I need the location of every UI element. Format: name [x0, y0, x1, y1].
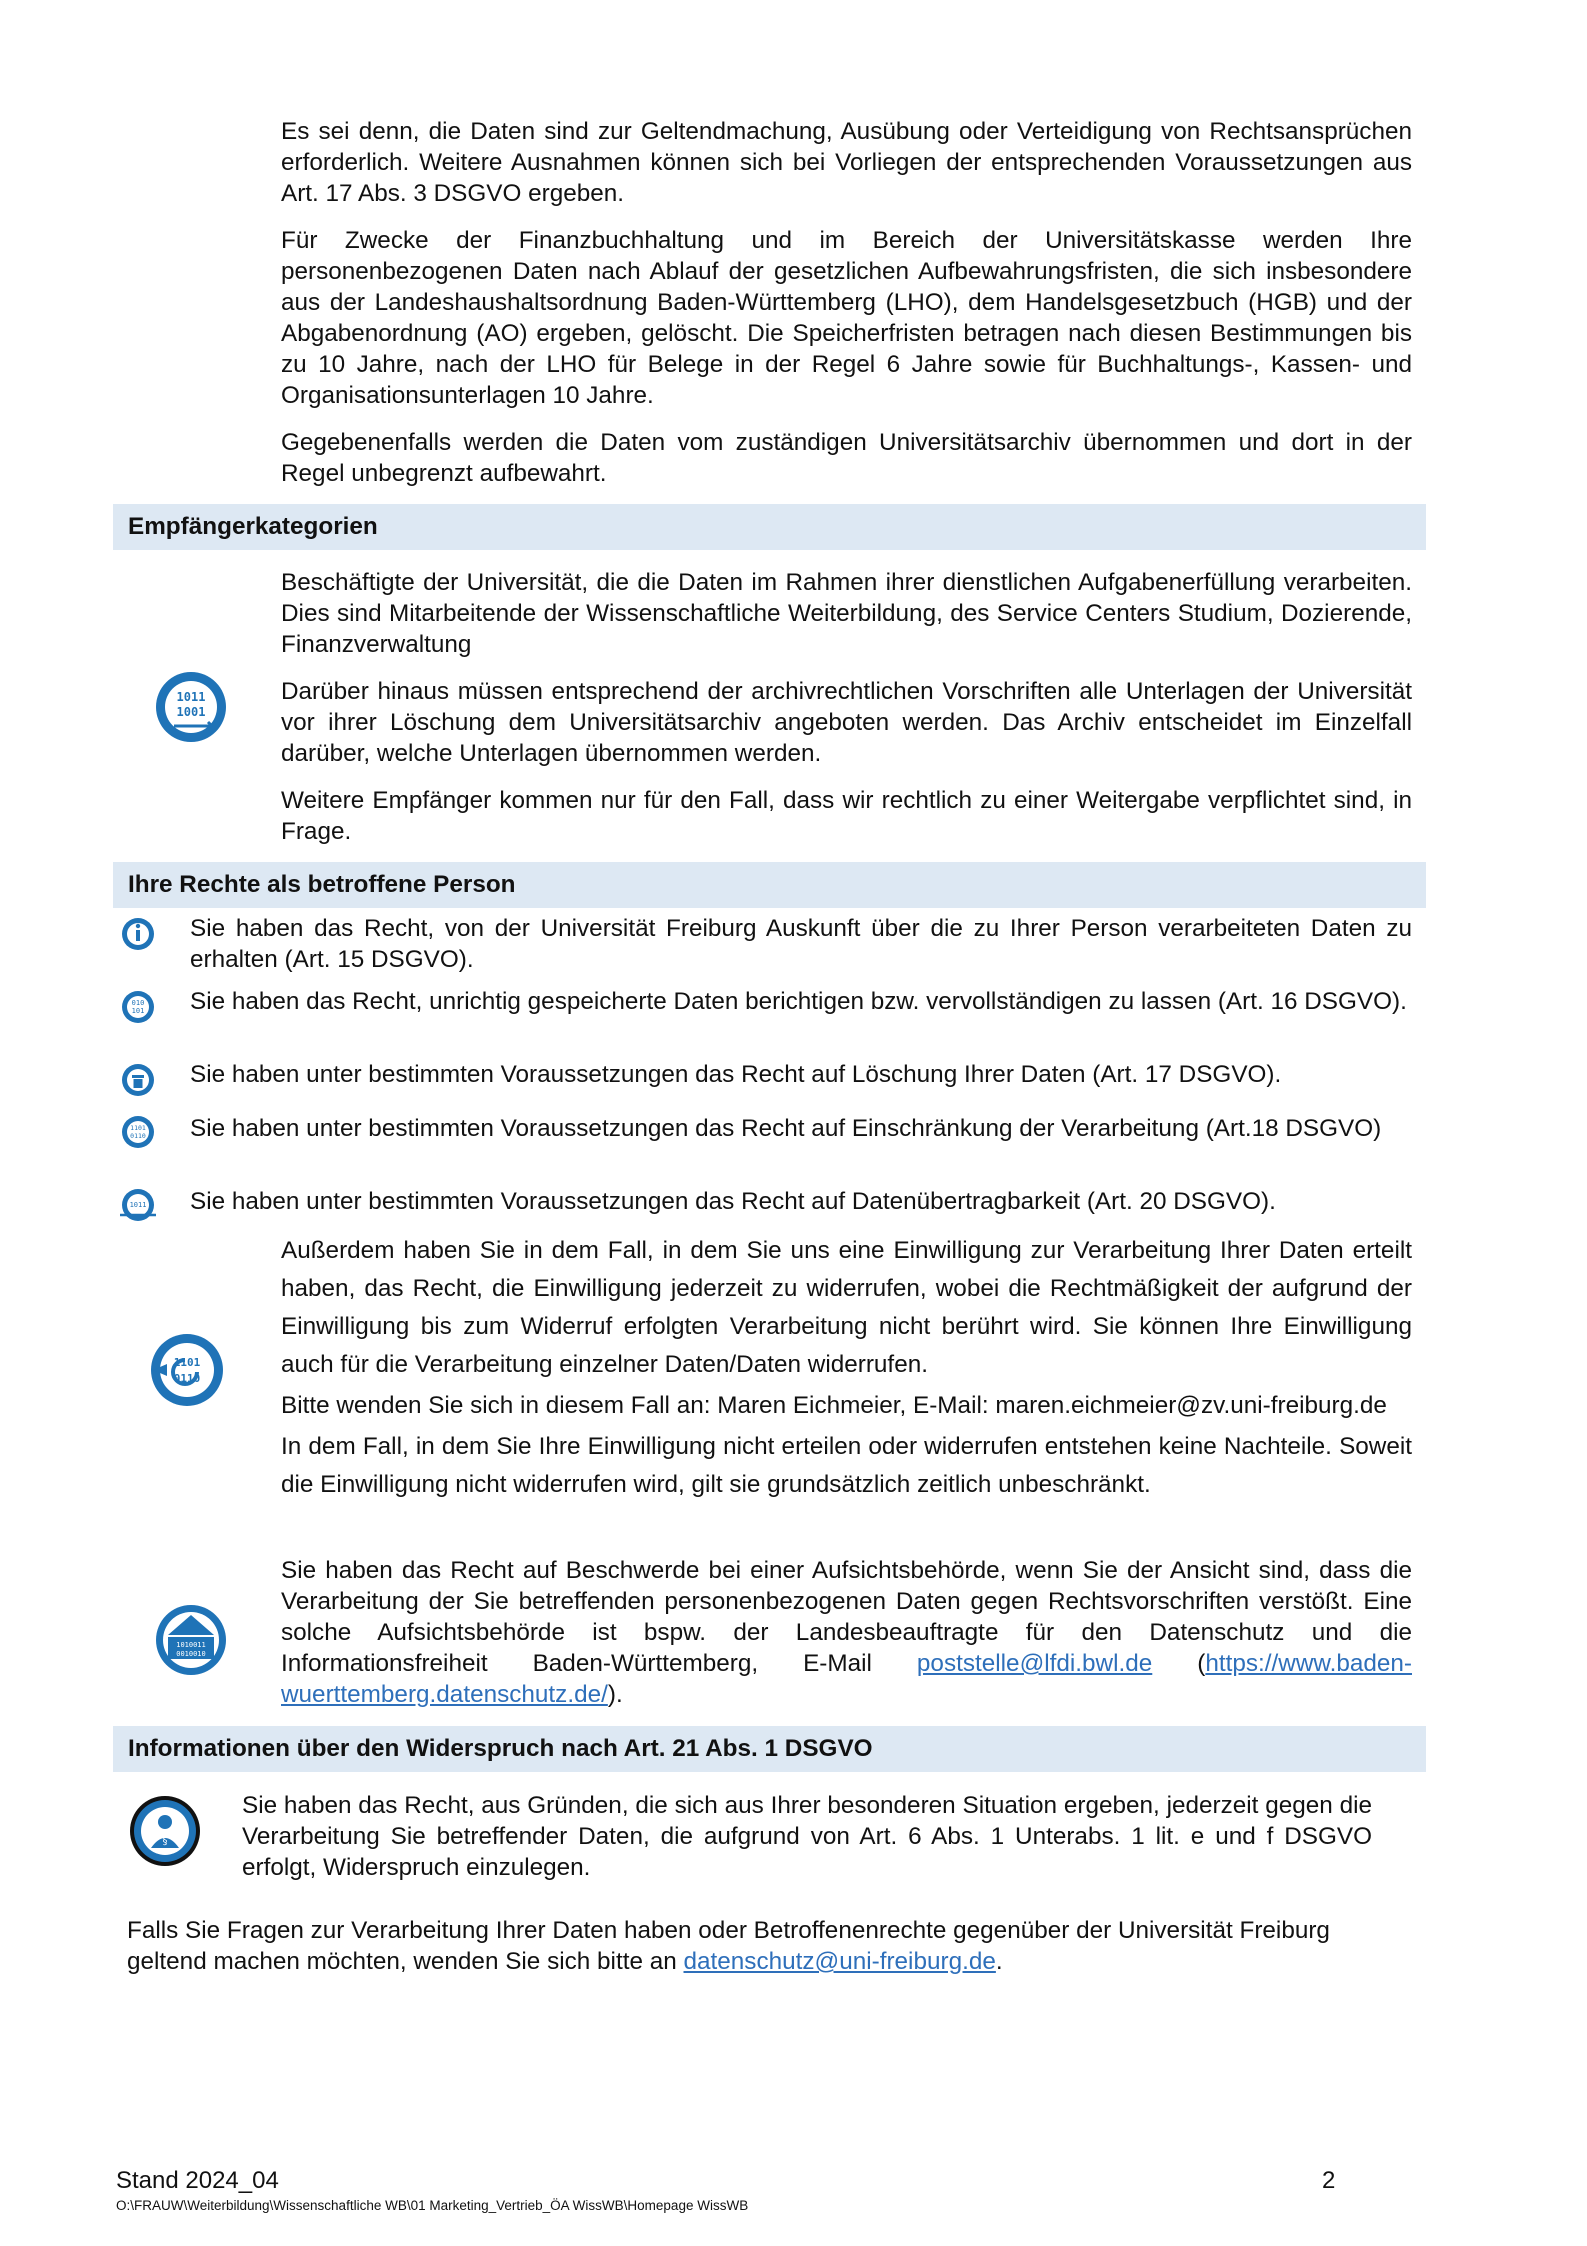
- retention-section: [281, 116, 1412, 489]
- svg-text:1011: 1011: [129, 1201, 147, 1209]
- rights-item-text: Sie haben das Recht, von der Universität Freiburg Auskunft über die zu Ihrer Person verarbeiteten Daten zu erhalten (Art. 15 DSGVO).: [190, 915, 1412, 973]
- data-edit-icon: [120, 989, 156, 1025]
- information-icon: [120, 916, 156, 952]
- contact-end: .: [995, 1948, 1003, 1975]
- contact-email-link[interactable]: datenschutz@uni-freiburg.de: [683, 1948, 996, 1975]
- retention-paragraph: Es sei denn, die Daten sind zur Geltendmachung, Ausübung oder Verteidigung von Rechtsansprüchen erforderlich. Weitere Ausnahmen können sich bei Vorliegen der entsprechenden Voraussetzungen aus Art. 17 Abs. 3 DSGVO ergeben.: [281, 118, 1412, 207]
- retention-paragraph: Gegebenenfalls werden die Daten vom zuständigen Universitätsarchiv übernommen und dort in der Regel unbegrenzt aufbewahrt.: [281, 429, 1412, 487]
- objection-heading: Informationen über den Widerspruch nach Art. 21 Abs. 1 DSGVO: [113, 1726, 1426, 1772]
- svg-text:1001: 1001: [176, 705, 206, 719]
- objection-section: [242, 1790, 1372, 1883]
- withdraw-consent-icon: [147, 1330, 227, 1410]
- complaint-paragraph: [281, 1555, 1412, 1710]
- data-lock-icon: [120, 1114, 156, 1150]
- svg-text:010: 010: [131, 999, 145, 1007]
- data-transfer-icon: [152, 668, 230, 746]
- rights-heading: Ihre Rechte als betroffene Person: [113, 862, 1426, 908]
- consent-section: [281, 1232, 1412, 1504]
- svg-text:1101: 1101: [173, 1356, 201, 1369]
- page-number: 2: [1322, 2167, 1336, 2194]
- svg-text:0110: 0110: [173, 1372, 201, 1385]
- rights-item: [190, 913, 1412, 975]
- objection-person-icon: [126, 1792, 204, 1870]
- complaint-paren-open: (: [1197, 1650, 1206, 1677]
- footer-path: O:\FRAUW\Weiterbildung\Wissenschaftliche WB\01 Marketing_Vertrieb_ÖA WissWB\Homepage WissWB: [116, 2198, 749, 2213]
- recipients-section: [281, 567, 1412, 847]
- complaint-email-link[interactable]: poststelle@lfdi.bwl.de: [916, 1650, 1153, 1677]
- svg-text:0010010: 0010010: [176, 1650, 206, 1658]
- trash-icon: [120, 1062, 156, 1098]
- complaint-authority-icon: [152, 1601, 230, 1679]
- recipients-paragraph: Beschäftigte der Universität, die die Daten im Rahmen ihrer dienstlichen Aufgabenerfüllung verarbeiten. Dies sind Mitarbeitende der Wissenschaftliche Weiterbildung, des Service Centers Studium, Dozierende, Finanzverwaltung: [281, 569, 1412, 658]
- rights-item: [190, 1059, 1412, 1090]
- recipients-paragraph: Weitere Empfänger kommen nur für den Fall, dass wir rechtlich zu einer Weitergabe verpflichtet sind, in Frage.: [281, 787, 1412, 845]
- svg-text:0110: 0110: [130, 1132, 146, 1140]
- contact-paragraph: [127, 1915, 1377, 1977]
- complaint-section: [281, 1555, 1412, 1710]
- svg-text:1011: 1011: [176, 690, 206, 704]
- contact-section: [127, 1915, 1377, 1977]
- retention-paragraph: Für Zwecke der Finanzbuchhaltung und im Bereich der Universitätskasse werden Ihre personenbezogenen Daten nach Ablauf der gesetzlichen Aufbewahrungsfristen, die sich insbesondere aus der Landeshaushaltsordnung Baden-Württemberg (LHO), dem Handelsgesetzbuch (HGB) und der Abgabenordnung (AO) ergeben, gelöscht. Die Speicherfristen betragen nach diesen Bestimmungen bis zu 10 Jahre, nach der LHO für Belege in der Regel 6 Jahre sowie für Buchhaltungs-, Kassen- und Organisationsunterlagen 10 Jahre.: [281, 227, 1412, 409]
- svg-text:1101: 1101: [130, 1124, 146, 1132]
- complaint-text: Sie haben das Recht auf Beschwerde bei einer Aufsichtsbehörde, wenn Sie der Ansicht sind, dass die Verarbeitung der Sie betreffenden personenbezogenen Daten gegen Rechtsvorschriften verstößt. Eine solche Aufsichtsbehörde ist bspw. der Landesbeauftragte für den Datenschutz und die Informationsfreiheit Baden-Württemberg, E-Mail: [281, 1557, 1412, 1677]
- footer-stand: Stand 2024_04: [116, 2167, 279, 2194]
- data-portability-icon: [118, 1187, 158, 1223]
- complaint-paren-close: ).: [607, 1681, 623, 1708]
- rights-item-text: Sie haben unter bestimmten Voraussetzungen das Recht auf Datenübertragbarkeit (Art. 20 DSGVO).: [190, 1188, 1276, 1215]
- consent-paragraph: Außerdem haben Sie in dem Fall, in dem Sie uns eine Einwilligung zur Verarbeitung Ihrer Daten erteilt haben, das Recht, die Einwilligung jederzeit zu widerrufen, wobei die Rechtmäßigkeit der aufgrund der Einwilligung bis zum Widerruf erfolgten Verarbeitung nicht berührt wird. Sie können Ihre Einwilligung auch für die Verarbeitung einzelner Daten/Daten widerrufen.: [281, 1237, 1412, 1378]
- recipients-heading: Empfängerkategorien: [113, 504, 1426, 550]
- complaint-url-link[interactable]: https://www.baden-wuerttemberg.datenschutz.de/: [281, 1650, 1412, 1708]
- consent-paragraph: In dem Fall, in dem Sie Ihre Einwilligung nicht erteilen oder widerrufen entstehen keine Nachteile. Soweit die Einwilligung nicht widerrufen wird, gilt sie grundsätzlich zeitlich unbeschränkt.: [281, 1433, 1412, 1498]
- contact-text: Falls Sie Fragen zur Verarbeitung Ihrer Daten haben oder Betroffenenrechte gegenüber der Universität Freiburg geltend machen möchten, wenden Sie sich bitte an: [127, 1917, 1330, 1975]
- svg-text:1010011: 1010011: [176, 1641, 206, 1649]
- objection-paragraph: Sie haben das Recht, aus Gründen, die sich aus Ihrer besonderen Situation ergeben, jederzeit gegen die Verarbeitung Sie betreffender Daten, die aufgrund von Art. 6 Abs. 1 Unterabs. 1 lit. e und f DSGVO erfolgt, Widerspruch einzulegen.: [242, 1792, 1372, 1881]
- rights-item-text: Sie haben unter bestimmten Voraussetzungen das Recht auf Löschung Ihrer Daten (Art. 17 DSGVO).: [190, 1061, 1282, 1088]
- rights-item-text: Sie haben das Recht, unrichtig gespeicherte Daten berichtigen bzw. vervollständigen zu lassen (Art. 16 DSGVO).: [190, 988, 1407, 1015]
- rights-item: [190, 986, 1412, 1017]
- rights-item-text: Sie haben unter bestimmten Voraussetzungen das Recht auf Einschränkung der Verarbeitung (Art.18 DSGVO): [190, 1115, 1382, 1142]
- rights-item: [190, 1186, 1412, 1217]
- recipients-paragraph: Darüber hinaus müssen entsprechend der archivrechtlichen Vorschriften alle Unterlagen der Universität vor ihrer Löschung dem Universitätsarchiv angeboten werden. Das Archiv entscheidet im Einzelfall darüber, welche Unterlagen übernommen werden.: [281, 678, 1412, 767]
- consent-contact-paragraph: Bitte wenden Sie sich in diesem Fall an: Maren Eichmeier, E-Mail: maren.eichmeier@zv.uni-freiburg.de: [281, 1392, 1387, 1419]
- rights-item: [190, 1113, 1412, 1144]
- svg-text:101: 101: [131, 1007, 145, 1015]
- svg-text:§: §: [162, 1836, 168, 1847]
